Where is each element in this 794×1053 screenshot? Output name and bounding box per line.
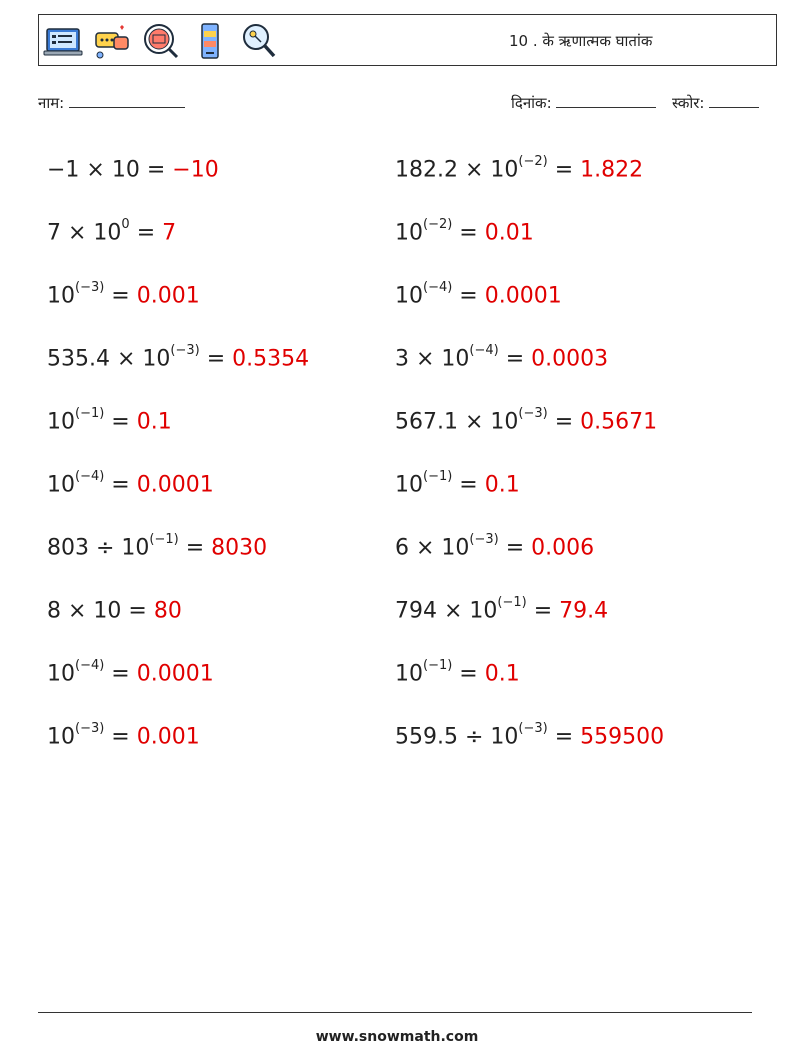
problem-item [47, 529, 267, 562]
date-score-fields [511, 93, 759, 113]
problem-answer: 0.01 [484, 220, 534, 246]
problem-equals: = [547, 409, 581, 435]
problem-answer: 0.5354 [232, 346, 310, 372]
problem-equals: = [199, 346, 233, 372]
problem-equals: = [526, 598, 560, 624]
date-blank[interactable] [556, 93, 656, 108]
problem-answer: 0.006 [531, 535, 595, 561]
problem-exponent: (−2) [423, 217, 453, 232]
problem-exponent: (−3) [75, 721, 105, 736]
problem-equals: = [452, 283, 485, 309]
problem-answer: 79.4 [559, 598, 609, 624]
problem-equals: = [104, 409, 137, 435]
problem-expression: 10 [395, 283, 423, 309]
name-field [38, 93, 185, 113]
problem-item [47, 277, 200, 310]
problem-item [395, 277, 562, 310]
problem-expression: 10 [47, 472, 75, 498]
problem-answer: 0.5671 [580, 409, 658, 435]
problem-expression: 182.2 × 10 [395, 157, 519, 183]
problem-item [395, 151, 643, 184]
problem-exponent: 0 [121, 217, 130, 232]
problem-expression: 10 [395, 220, 423, 246]
problem-answer: 1.822 [580, 157, 644, 183]
problem-equals: = [129, 220, 163, 246]
problem-item [395, 655, 520, 688]
date-label: दिनांक: [511, 94, 552, 112]
problem-exponent: (−1) [497, 595, 527, 610]
problem-equals: = [498, 346, 532, 372]
problem-equals: = [178, 535, 212, 561]
problem-equals: = [547, 724, 581, 750]
problem-expression: 10 [395, 472, 423, 498]
problem-equals: = [452, 472, 485, 498]
problem-item [47, 151, 219, 184]
score-label: स्कोर: [671, 94, 705, 112]
problem-item [395, 214, 534, 247]
name-blank[interactable] [69, 93, 185, 108]
problem-item [395, 592, 608, 625]
problem-equals: = [498, 535, 532, 561]
problem-item [47, 403, 172, 436]
problem-expression: 10 [47, 661, 75, 687]
problem-exponent: (−3) [518, 406, 548, 421]
problem-answer: 0.0001 [484, 283, 562, 309]
problem-answer: 80 [153, 598, 182, 624]
problem-answer: 0.0001 [136, 661, 214, 687]
problem-item [395, 403, 657, 436]
problem-answer: 559500 [580, 724, 665, 750]
problem-item [47, 466, 214, 499]
problem-expression: 535.4 × 10 [47, 346, 171, 372]
problem-item [395, 718, 664, 751]
problem-exponent: (−4) [75, 658, 105, 673]
problem-equals: = [104, 283, 137, 309]
problem-exponent: (−3) [170, 343, 200, 358]
problem-expression: 794 × 10 [395, 598, 498, 624]
page-title: 10 . के ऋणात्मक घातांक [509, 32, 653, 50]
problem-expression: 8 × 10 [47, 598, 122, 624]
problem-item [395, 529, 594, 562]
problem-answer: 0.001 [136, 283, 200, 309]
problem-equals: = [547, 157, 581, 183]
problem-answer: 0.1 [136, 409, 172, 435]
problem-expression: 10 [47, 283, 75, 309]
problem-expression: −1 × 10 [47, 157, 140, 183]
problem-expression: 7 × 10 [47, 220, 122, 246]
problem-item [47, 592, 182, 625]
problem-expression: 803 ÷ 10 [47, 535, 150, 561]
problem-exponent: (−1) [423, 658, 453, 673]
problem-exponent: (−3) [469, 532, 499, 547]
problem-exponent: (−3) [75, 280, 105, 295]
problem-item [47, 214, 176, 247]
problem-expression: 10 [47, 409, 75, 435]
problem-answer: −10 [172, 157, 219, 183]
icon-strip [43, 21, 279, 61]
problem-equals: = [104, 724, 137, 750]
header-box [38, 14, 777, 66]
problem-item [395, 340, 608, 373]
problem-exponent: (−4) [469, 343, 499, 358]
laptop-checklist-icon [43, 21, 83, 61]
problem-answer: 0.1 [484, 472, 520, 498]
problem-item [47, 655, 214, 688]
problem-exponent: (−2) [518, 154, 548, 169]
problem-answer: 0.1 [484, 661, 520, 687]
problem-equals: = [452, 220, 485, 246]
problem-equals: = [139, 157, 173, 183]
problem-equals: = [452, 661, 485, 687]
phone-document-icon [190, 21, 230, 61]
footer-url[interactable]: www.snowmath.com [315, 1029, 479, 1045]
problem-answer: 8030 [211, 535, 268, 561]
problem-exponent: (−4) [75, 469, 105, 484]
score-blank[interactable] [709, 93, 759, 108]
problem-equals: = [104, 472, 137, 498]
problem-expression: 10 [47, 724, 75, 750]
chat-bubbles-icon [92, 21, 132, 61]
name-label: नाम: [38, 94, 65, 112]
problem-item [47, 718, 200, 751]
footer-divider [38, 1012, 752, 1013]
magnifier-badge-icon [141, 21, 181, 61]
problem-expression: 559.5 ÷ 10 [395, 724, 519, 750]
problem-expression: 10 [395, 661, 423, 687]
problem-equals: = [104, 661, 137, 687]
problem-expression: 567.1 × 10 [395, 409, 519, 435]
problem-exponent: (−3) [518, 721, 548, 736]
problem-exponent: (−1) [423, 469, 453, 484]
problem-item [395, 466, 520, 499]
problem-answer: 0.001 [136, 724, 200, 750]
problem-expression: 6 × 10 [395, 535, 470, 561]
problem-answer: 0.0001 [136, 472, 214, 498]
problem-item [47, 340, 309, 373]
problem-expression: 3 × 10 [395, 346, 470, 372]
problem-exponent: (−1) [149, 532, 179, 547]
problem-exponent: (−1) [75, 406, 105, 421]
problem-answer: 0.0003 [531, 346, 609, 372]
magnifier-key-icon [239, 21, 279, 61]
problem-answer: 7 [162, 220, 177, 246]
problem-exponent: (−4) [423, 280, 453, 295]
problem-equals: = [121, 598, 154, 624]
